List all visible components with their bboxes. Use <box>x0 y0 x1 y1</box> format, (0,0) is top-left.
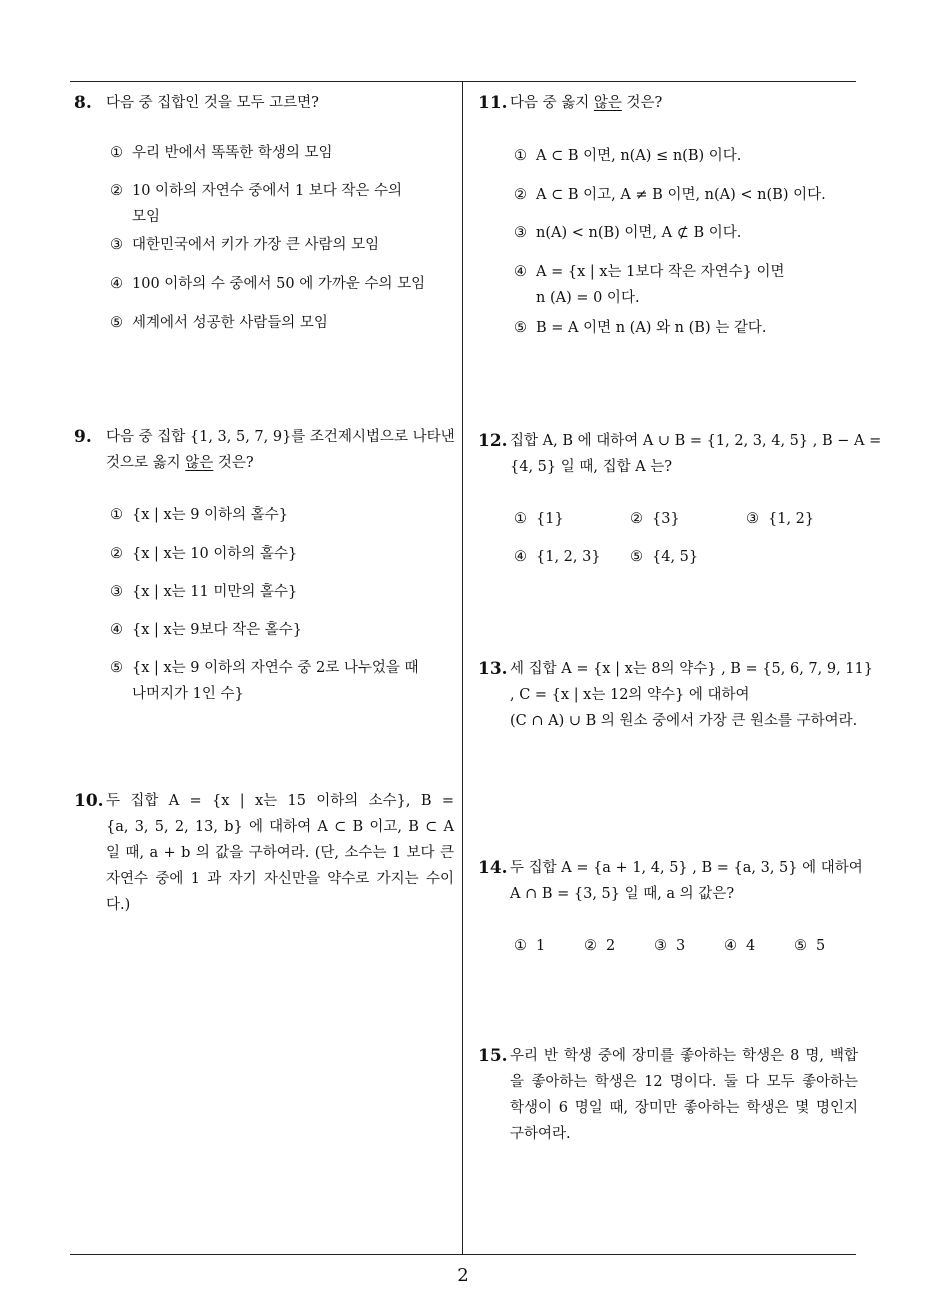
option-3[interactable]: ③ 대한민국에서 키가 가장 큰 사람의 모임 <box>110 237 380 253</box>
option-4[interactable]: ④ {1, 2, 3} <box>514 549 601 565</box>
question-number: 14. <box>478 858 508 878</box>
question-13 <box>478 656 873 746</box>
option-text: 2 <box>606 938 616 954</box>
question-stem-line-2: 것으로 옳지 않은 것은? <box>106 455 254 471</box>
option-text: {3} <box>652 511 680 527</box>
option-text: 1 <box>536 938 546 954</box>
option-4[interactable]: ④ {x | x는 9보다 작은 홀수} <box>110 622 303 638</box>
question-number: 15. <box>478 1046 508 1066</box>
option-text: n(A) < n(B) 이면, A ⊄ B 이다. <box>536 225 742 241</box>
option-3[interactable]: ③ 3 <box>654 938 686 954</box>
option-text: 3 <box>676 938 686 954</box>
question-number: 10. <box>74 791 104 811</box>
option-2[interactable]: ② {x | x는 10 이하의 홀수} <box>110 546 298 562</box>
option-text: {1, 2, 3} <box>536 549 601 565</box>
question-text-line: 두 집합 A = {a + 1, 4, 5} , B = {a, 3, 5} 에 대하여 <box>510 860 863 876</box>
option-2[interactable]: ② {3} <box>630 511 680 527</box>
option-4-continued: n (A) = 0 이다. <box>536 290 640 306</box>
option-1[interactable]: ① {x | x는 9 이하의 홀수} <box>110 507 289 523</box>
question-text-line: 두 집합 A = {x | x는 15 이하의 소수}, B = <box>106 793 454 809</box>
question-text-line: 집합 A, B 에 대하여 A ∪ B = {1, 2, 3, 4, 5} , B − A = <box>510 433 882 449</box>
option-3[interactable]: ③ {1, 2} <box>746 511 815 527</box>
option-5[interactable]: ⑤ {4, 5} <box>630 549 699 565</box>
option-2-continued: 모임 <box>132 209 161 225</box>
page-number: 2 <box>457 1265 469 1286</box>
option-5[interactable]: ⑤ 세계에서 성공한 사람들의 모임 <box>110 315 328 331</box>
option-1[interactable]: ① 1 <box>514 938 546 954</box>
option-2[interactable]: ② A ⊂ B 이고, A ≠ B 이면, n(A) < n(B) 이다. <box>514 187 826 203</box>
question-text-line: 우리 반 학생 중에 장미를 좋아하는 학생은 8 명, 백합 <box>510 1048 858 1064</box>
question-15 <box>478 1043 858 1153</box>
option-text: {1} <box>536 511 564 527</box>
question-text-line: 세 집합 A = {x | x는 8의 약수} , B = {5, 6, 7, 9, 11} <box>510 661 873 677</box>
question-11 <box>478 90 858 350</box>
option-text: 100 이하의 수 중에서 50 에 가까운 수의 모임 <box>132 276 426 292</box>
option-4[interactable]: ④ A = {x | x는 1보다 작은 자연수} 이면 <box>514 264 785 280</box>
bottom-rule <box>70 1254 856 1255</box>
option-4[interactable]: ④ 100 이하의 수 중에서 50 에 가까운 수의 모임 <box>110 276 426 292</box>
question-number: 8. <box>74 93 92 113</box>
option-text: {4, 5} <box>652 549 699 565</box>
emphasis-underline: 않은 <box>593 95 622 111</box>
question-text-line: {4, 5} 일 때, 집합 A 는? <box>510 459 673 475</box>
option-1[interactable]: ① A ⊂ B 이면, n(A) ≤ n(B) 이다. <box>514 148 742 164</box>
question-text-line: 다.) <box>106 897 131 913</box>
question-8 <box>74 90 459 340</box>
question-text-line: {a, 3, 5, 2, 13, b} 에 대하여 A ⊂ B 이고, B ⊂ A <box>106 819 454 835</box>
question-number: 9. <box>74 427 92 447</box>
option-text: 대한민국에서 키가 가장 큰 사람의 모임 <box>132 237 380 253</box>
option-text: {x | x는 9 이하의 자연수 중 2로 나누었을 때 <box>132 660 419 676</box>
option-text: A ⊂ B 이면, n(A) ≤ n(B) 이다. <box>536 148 742 164</box>
question-text-line: 학생이 6 명일 때, 장미만 좋아하는 학생은 몇 명인지 <box>510 1100 858 1116</box>
option-text: B = A 이면 n (A) 와 n (B) 는 같다. <box>536 320 767 336</box>
option-4[interactable]: ④ 4 <box>724 938 756 954</box>
option-text: {x | x는 11 미만의 홀수} <box>132 584 298 600</box>
question-text-line: (C ∩ A) ∪ B 의 원소 중에서 가장 큰 원소를 구하여라. <box>510 713 858 729</box>
option-5[interactable]: ⑤ B = A 이면 n (A) 와 n (B) 는 같다. <box>514 320 767 336</box>
option-1[interactable]: ① 우리 반에서 똑똑한 학생의 모임 <box>110 145 333 161</box>
question-10 <box>74 788 459 928</box>
option-text: {x | x는 9 이하의 홀수} <box>132 507 289 523</box>
option-1[interactable]: ① {1} <box>514 511 564 527</box>
question-text-line: , C = {x | x는 12의 약수} 에 대하여 <box>510 687 750 703</box>
question-14 <box>478 855 863 965</box>
option-5[interactable]: ⑤ {x | x는 9 이하의 자연수 중 2로 나누었을 때 <box>110 660 419 676</box>
question-stem: 다음 중 집합인 것을 모두 고르면? <box>106 95 319 111</box>
option-3[interactable]: ③ n(A) < n(B) 이면, A ⊄ B 이다. <box>514 225 742 241</box>
emphasis-underline: 않은 <box>185 455 214 471</box>
option-text: 우리 반에서 똑똑한 학생의 모임 <box>132 145 333 161</box>
question-stem: 다음 중 옳지 않은 것은? <box>510 95 663 111</box>
question-text-line: 구하여라. <box>510 1126 571 1142</box>
question-number: 11. <box>478 93 508 113</box>
option-2[interactable]: ② 10 이하의 자연수 중에서 1 보다 작은 수의 <box>110 183 403 199</box>
question-number: 13. <box>478 659 508 679</box>
option-text: {x | x는 9보다 작은 홀수} <box>132 622 303 638</box>
column-divider <box>462 81 463 1255</box>
question-text-line: 일 때, a + b 의 값을 구하여라. (단, 소수는 1 보다 큰 <box>106 845 454 861</box>
option-text: A = {x | x는 1보다 작은 자연수} 이면 <box>536 264 785 280</box>
option-2[interactable]: ② 2 <box>584 938 616 954</box>
question-text-line: 을 좋아하는 학생은 12 명이다. 둘 다 모두 좋아하는 <box>510 1074 858 1090</box>
question-text-line: A ∩ B = {3, 5} 일 때, a 의 값은? <box>510 886 735 902</box>
question-text-line: 자연수 중에 1 과 자기 자신만을 약수로 가지는 수이 <box>106 871 454 887</box>
option-5[interactable]: ⑤ 5 <box>794 938 826 954</box>
option-text: A ⊂ B 이고, A ≠ B 이면, n(A) < n(B) 이다. <box>536 187 826 203</box>
question-9 <box>74 424 459 714</box>
option-text: 5 <box>816 938 826 954</box>
option-text: 10 이하의 자연수 중에서 1 보다 작은 수의 <box>132 183 403 199</box>
question-12 <box>478 428 882 578</box>
option-text: 4 <box>746 938 756 954</box>
option-3[interactable]: ③ {x | x는 11 미만의 홀수} <box>110 584 298 600</box>
option-text: 세계에서 성공한 사람들의 모임 <box>132 315 328 331</box>
question-number: 12. <box>478 431 508 451</box>
option-5-continued: 나머지가 1인 수} <box>132 686 244 702</box>
question-stem: 다음 중 집합 {1, 3, 5, 7, 9}를 조건제시법으로 나타낸 <box>106 429 455 445</box>
option-text: {1, 2} <box>768 511 815 527</box>
option-text: {x | x는 10 이하의 홀수} <box>132 546 298 562</box>
